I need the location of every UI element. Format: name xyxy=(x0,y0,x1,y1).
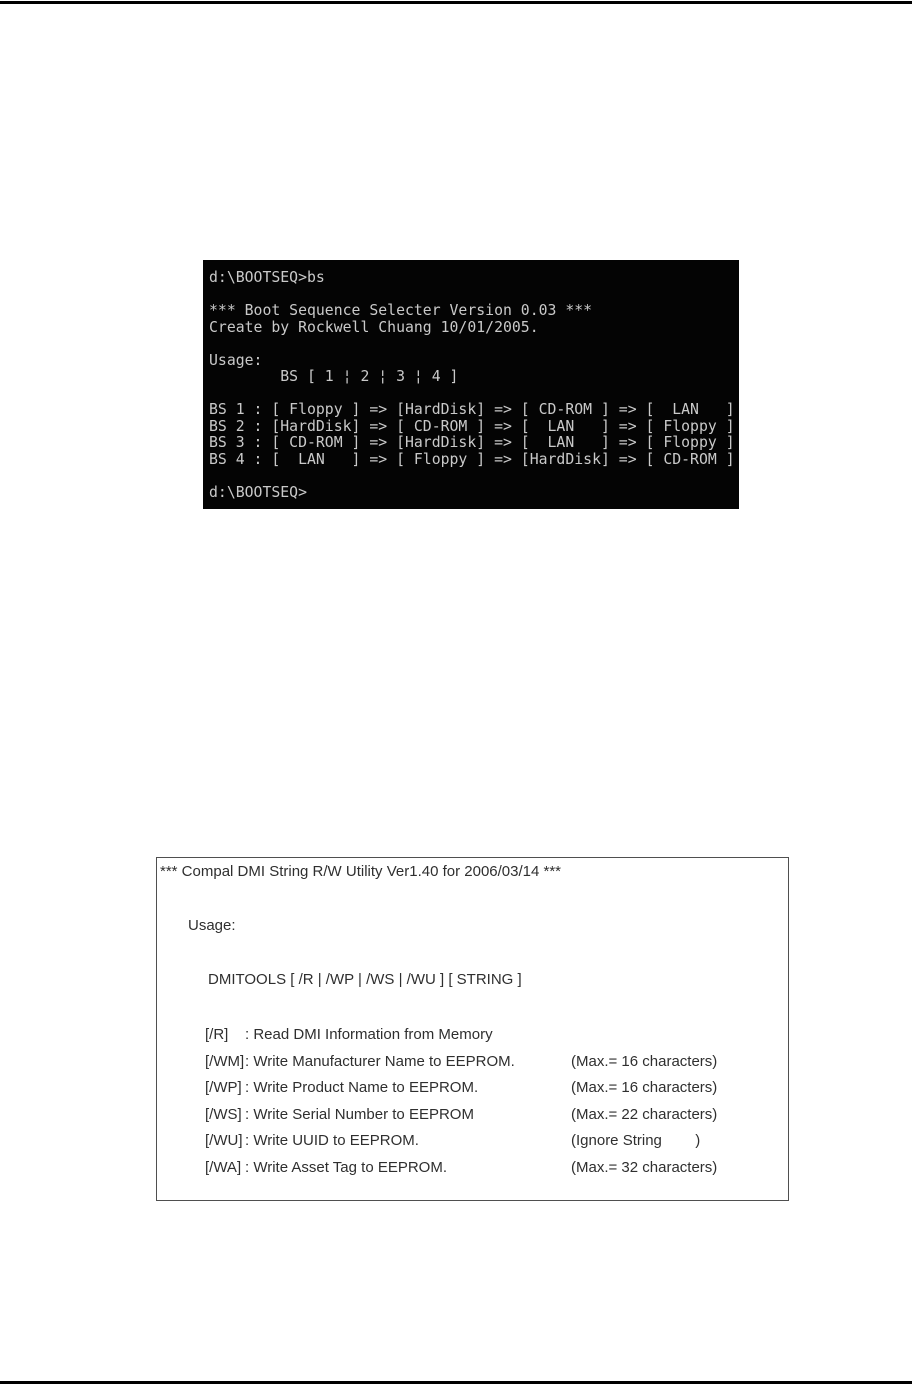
dmi-option-row xyxy=(205,1054,784,1070)
dmi-option-row xyxy=(205,1027,784,1043)
option-note: (Max.= 22 characters) xyxy=(571,1105,718,1123)
terminal-usage-label: Usage: xyxy=(209,351,263,369)
option-description: : Read DMI Information from Memory xyxy=(245,1026,493,1043)
option-flag: [/WM] xyxy=(205,1052,245,1070)
terminal-blank-line xyxy=(209,468,739,485)
option-description: : Write Manufacturer Name to EEPROM. xyxy=(245,1052,515,1070)
terminal-banner-line1: *** Boot Sequence Selecter Version 0.03 *** xyxy=(209,302,593,319)
terminal-banner-line2: Create by Rockwell Chuang 10/01/2005. xyxy=(209,318,539,336)
dmi-option-row xyxy=(205,1133,784,1149)
dmi-option-row xyxy=(205,1107,784,1123)
dmi-command-syntax: DMITOOLS [ /R | /WP | /WS | /WU ] [ STRING ] xyxy=(208,971,522,988)
option-note: (Max.= 16 characters) xyxy=(571,1079,718,1096)
terminal-sequence-line: BS 3 : [ CD-ROM ] => [HardDisk] => [ LAN ] => [ Floppy ] xyxy=(209,434,735,451)
terminal-sequence-line: BS 1 : [ Floppy ] => [HardDisk] => [ CD-ROM ] => [ LAN ] xyxy=(209,401,735,418)
terminal-blank-line xyxy=(209,336,739,353)
dmi-usage-label: Usage: xyxy=(188,917,236,934)
terminal-sequence-line: BS 2 : [HardDisk] => [ CD-ROM ] => [ LAN ] => [ Floppy ] xyxy=(209,417,735,435)
terminal-usage-syntax: BS [ 1 ¦ 2 ¦ 3 ¦ 4 ] xyxy=(209,368,459,385)
terminal-prompt-end: d:\BOOTSEQ> xyxy=(209,483,307,501)
dmi-option-list xyxy=(160,1027,784,1176)
option-flag: [/R] xyxy=(205,1026,229,1043)
page-bottom-rule xyxy=(0,1381,912,1384)
option-note: (Max.= 32 characters) xyxy=(571,1158,718,1176)
dmi-option-row xyxy=(205,1080,784,1096)
option-flag: [/WU] xyxy=(205,1132,243,1149)
option-flag: [/WA] xyxy=(205,1158,242,1176)
option-description: : Write UUID to EEPROM. xyxy=(245,1132,419,1149)
dmi-option-row xyxy=(205,1160,784,1176)
terminal-blank-line xyxy=(209,386,739,403)
terminal-blank-line xyxy=(209,287,739,304)
option-description: : Write Serial Number to EEPROM xyxy=(245,1105,474,1123)
option-description: : Write Product Name to EEPROM. xyxy=(245,1079,479,1096)
terminal-prompt-command: d:\BOOTSEQ>bs xyxy=(209,269,325,286)
terminal-sequence-line: BS 4 : [ LAN ] => [ Floppy ] => [HardDisk] => [ CD-ROM ] xyxy=(209,450,735,468)
option-note: (Max.= 16 characters) xyxy=(571,1052,718,1070)
option-description: : Write Asset Tag to EEPROM. xyxy=(245,1158,448,1176)
page-top-rule xyxy=(0,1,912,4)
option-flag: [/WP] xyxy=(205,1079,242,1096)
dmi-utility-usage-box xyxy=(156,857,789,1201)
option-flag: [/WS] xyxy=(205,1105,242,1123)
dos-terminal-screenshot xyxy=(203,260,739,509)
dmi-utility-title: *** Compal DMI String R/W Utility Ver1.40 for 2006/03/14 *** xyxy=(160,863,562,880)
option-note: (Ignore String ) xyxy=(571,1132,701,1149)
